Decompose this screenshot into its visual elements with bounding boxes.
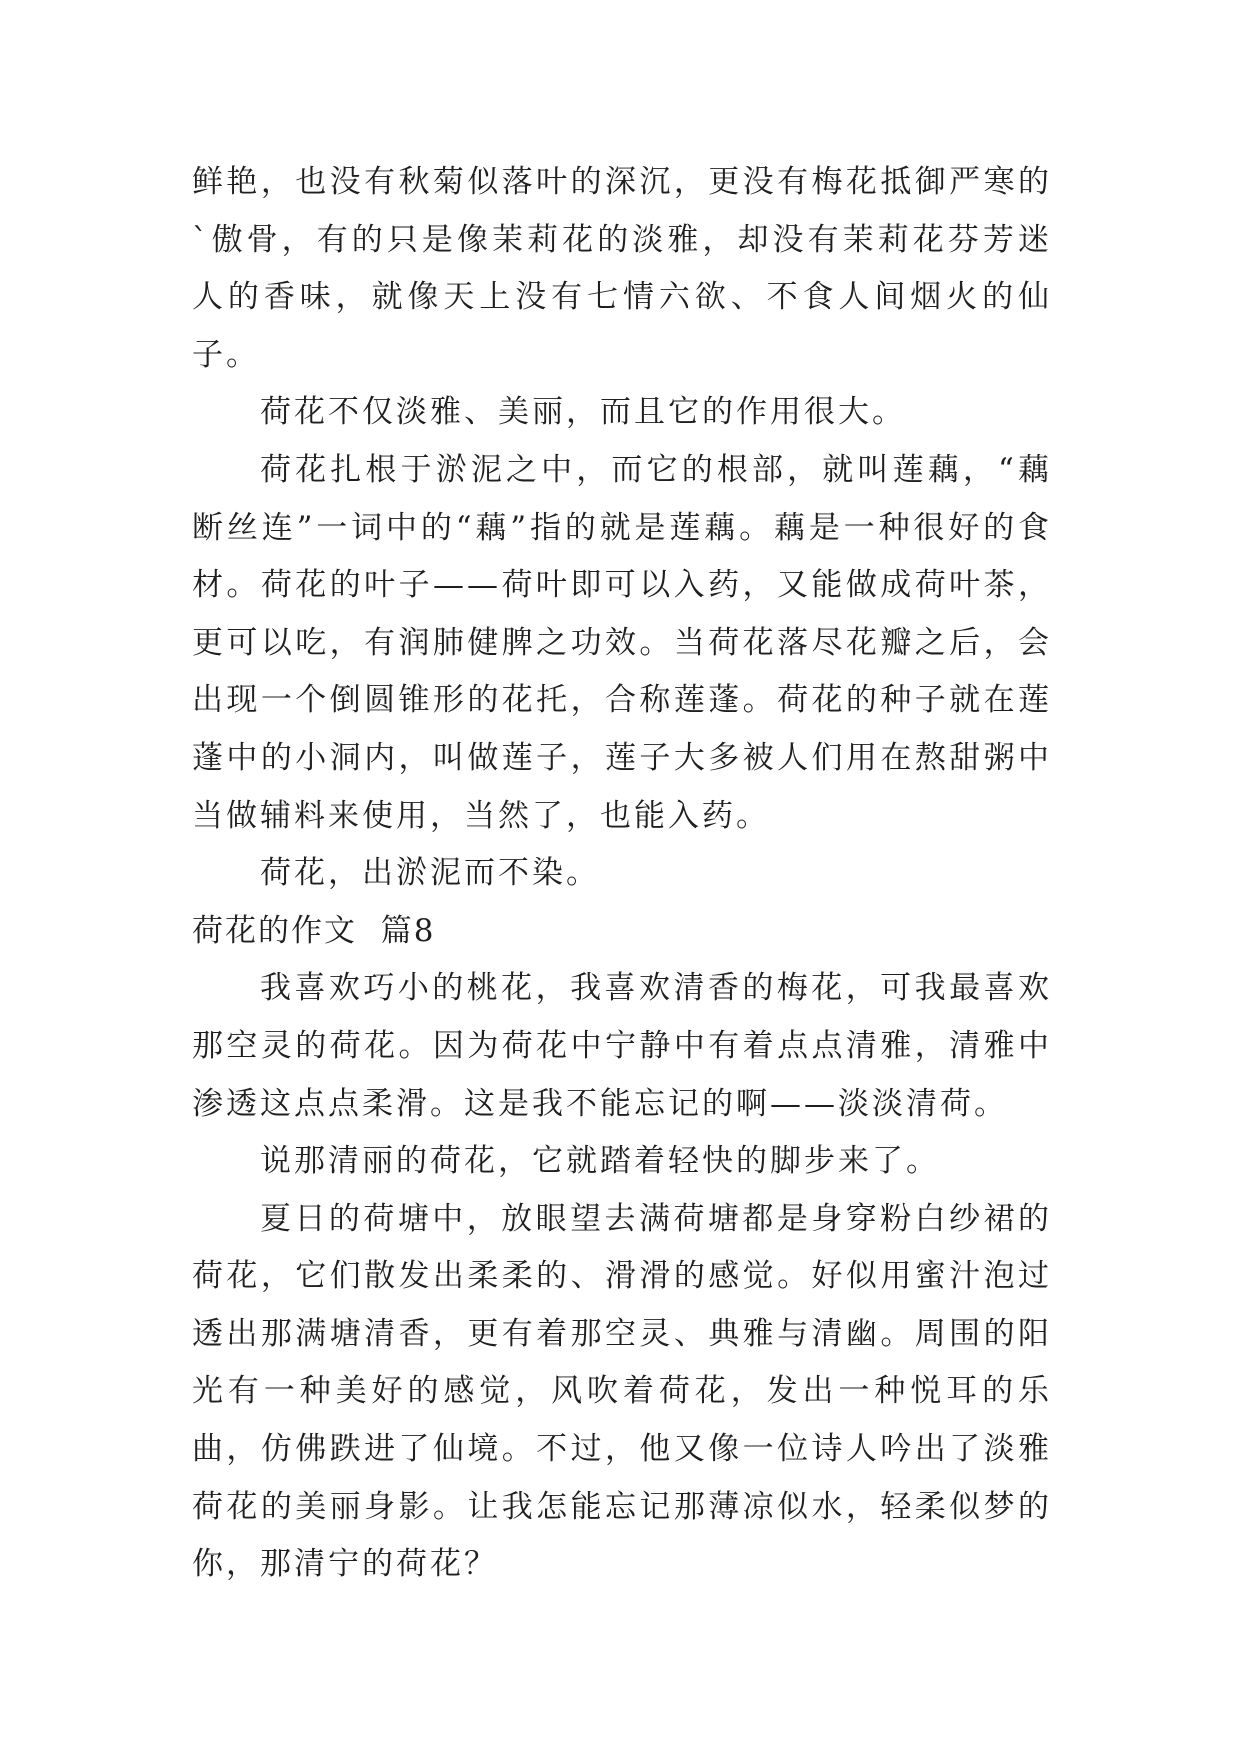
paragraph-5: 我喜欢巧小的桃花，我喜欢清香的梅花，可我最喜欢那空灵的荷花。因为荷花中宁静中有着点点清雅，清雅中渗透这点点柔滑。这是我不能忘记的啊——淡淡清荷。 — [192, 970, 1052, 1122]
paragraph-3: 荷花扎根于淤泥之中，而它的根部，就叫莲藕，“藕断丝连”一词中的“藕”指的就是莲藕。藕是一种很好的食材。荷花的叶子——荷叶即可以入药，又能做成荷叶茶，更可以吃，有润肺健脾之功效。当荷花落尽花瓣之后，会出现一个倒圆锥形的花托，合称莲蓬。荷花的种子就在莲蓬中的小洞内，叫做莲子，莲子大多被人们用在熬甜粥中当做辅料来使用，当然了，也能入药。 — [192, 451, 1052, 834]
paragraph-7: 夏日的荷塘中，放眼望去满荷塘都是身穿粉白纱裙的荷花，它们散发出柔柔的、滑滑的感觉。好似用蜜汁泡过透出那满塘清香，更有着那空灵、典雅与清幽。周围的阳光有一种美好的感觉，风吹着荷花，发出一种悦耳的乐曲，仿佛跌进了仙境。不过，他又像一位诗人吟出了淡雅荷花的美丽身影。让我怎能忘记那薄凉似水，轻柔似梦的你，那清宁的荷花？ — [192, 1200, 1052, 1583]
paragraph-4: 荷花，出淤泥而不染。 — [260, 855, 600, 892]
paragraph-2: 荷花不仅淡雅、美丽，而且它的作用很大。 — [260, 394, 906, 431]
document-body — [192, 154, 1052, 1594]
section-heading: 荷花的作文 篇8 — [192, 912, 436, 949]
paragraph-6: 说那清丽的荷花，它就踏着轻快的脚步来了。 — [260, 1143, 940, 1180]
paragraph-1: 鲜艳，也没有秋菊似落叶的深沉，更没有梅花抵御严寒的`傲骨，有的只是像茉莉花的淡雅，却没有茉莉花芬芳迷人的香味，就像天上没有七情六欲、不食人间烟火的仙子。 — [192, 164, 1052, 373]
